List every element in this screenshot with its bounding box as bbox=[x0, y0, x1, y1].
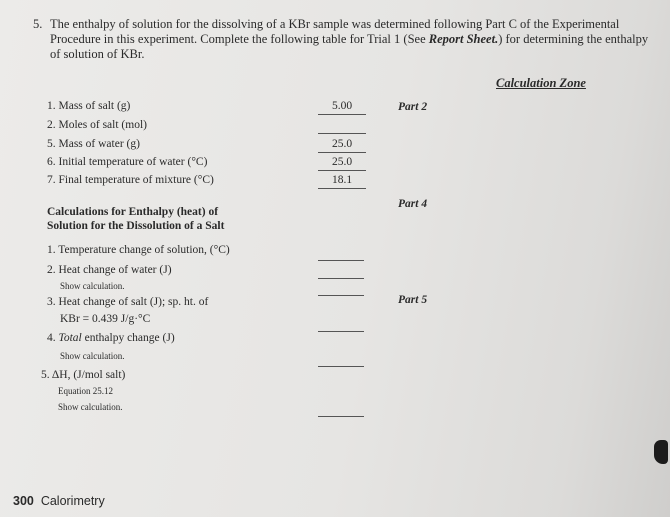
answer-line bbox=[318, 416, 364, 417]
part-5-label: Part 5 bbox=[398, 294, 428, 306]
question-text-part-1: The enthalpy of solution for the dissolving of a KBr sample was determined following Part C of the Experimental Procedure in this experiment. Complete the following table for Trial 1 (See bbox=[50, 17, 620, 46]
item4-rest: enthalpy change (J) bbox=[81, 332, 175, 344]
report-sheet-ref: Report Sheet. bbox=[428, 32, 499, 46]
question-text bbox=[50, 17, 660, 62]
part-2-label: Part 2 bbox=[398, 101, 428, 113]
calc-item-delta-h: 5. ΔH, (J/mol salt) bbox=[41, 369, 126, 381]
calc-item-heat-water: 2. Heat change of water (J) bbox=[47, 264, 172, 276]
calc-item-heat-salt: 3. Heat change of salt (J); sp. ht. of bbox=[47, 296, 209, 308]
value-mass-water: 25.0 bbox=[331, 138, 353, 150]
answer-line bbox=[318, 133, 366, 134]
calc-item-heat-salt-sp-ht: KBr = 0.439 J/g·°C bbox=[60, 313, 151, 325]
footer-title: Calorimetry bbox=[40, 494, 105, 508]
calculation-zone-heading: Calculation Zone bbox=[496, 76, 586, 90]
answer-line bbox=[318, 152, 366, 153]
calc-item-total-enthalpy bbox=[47, 332, 175, 344]
value-mass-salt: 5.00 bbox=[331, 100, 353, 112]
item-mass-water: 5. Mass of water (g) bbox=[47, 138, 140, 150]
item-final-temp: 7. Final temperature of mixture (°C) bbox=[47, 174, 214, 186]
part-4-label: Part 4 bbox=[398, 198, 428, 210]
equation-reference: Equation 25.12 bbox=[58, 386, 113, 396]
calc-item-temp-change: 1. Temperature change of solution, (°C) bbox=[47, 244, 230, 256]
answer-line bbox=[318, 331, 364, 332]
item-moles-salt: 2. Moles of salt (mol) bbox=[47, 119, 147, 131]
item4-italic: Total bbox=[58, 332, 82, 344]
show-calculation-note: Show calculation. bbox=[60, 281, 125, 291]
item-mass-salt: 1. Mass of salt (g) bbox=[47, 100, 131, 112]
answer-line bbox=[318, 114, 366, 115]
question-number: 5. bbox=[33, 17, 43, 31]
show-calculation-note: Show calculation. bbox=[58, 402, 123, 412]
question-text-part-3: ) for determining the enthalpy of solution of KBr. bbox=[50, 32, 649, 61]
answer-line bbox=[318, 366, 364, 367]
answer-line bbox=[318, 188, 366, 189]
page-number: 300 bbox=[13, 494, 34, 508]
answer-line bbox=[318, 278, 364, 279]
calc-section-title-line2: Solution for the Dissolution of a Salt bbox=[47, 220, 225, 232]
item-initial-temp: 6. Initial temperature of water (°C) bbox=[47, 156, 208, 168]
calc-section-title-line1: Calculations for Enthalpy (heat) of bbox=[47, 206, 219, 218]
page-footer bbox=[13, 494, 105, 508]
answer-line bbox=[318, 260, 364, 261]
show-calculation-note: Show calculation. bbox=[60, 351, 125, 361]
answer-line bbox=[318, 295, 364, 296]
finger-shadow bbox=[654, 440, 668, 464]
answer-line bbox=[318, 170, 366, 171]
value-initial-temp: 25.0 bbox=[331, 156, 353, 168]
item4-number: 4. bbox=[47, 332, 59, 344]
value-final-temp: 18.1 bbox=[331, 174, 353, 186]
